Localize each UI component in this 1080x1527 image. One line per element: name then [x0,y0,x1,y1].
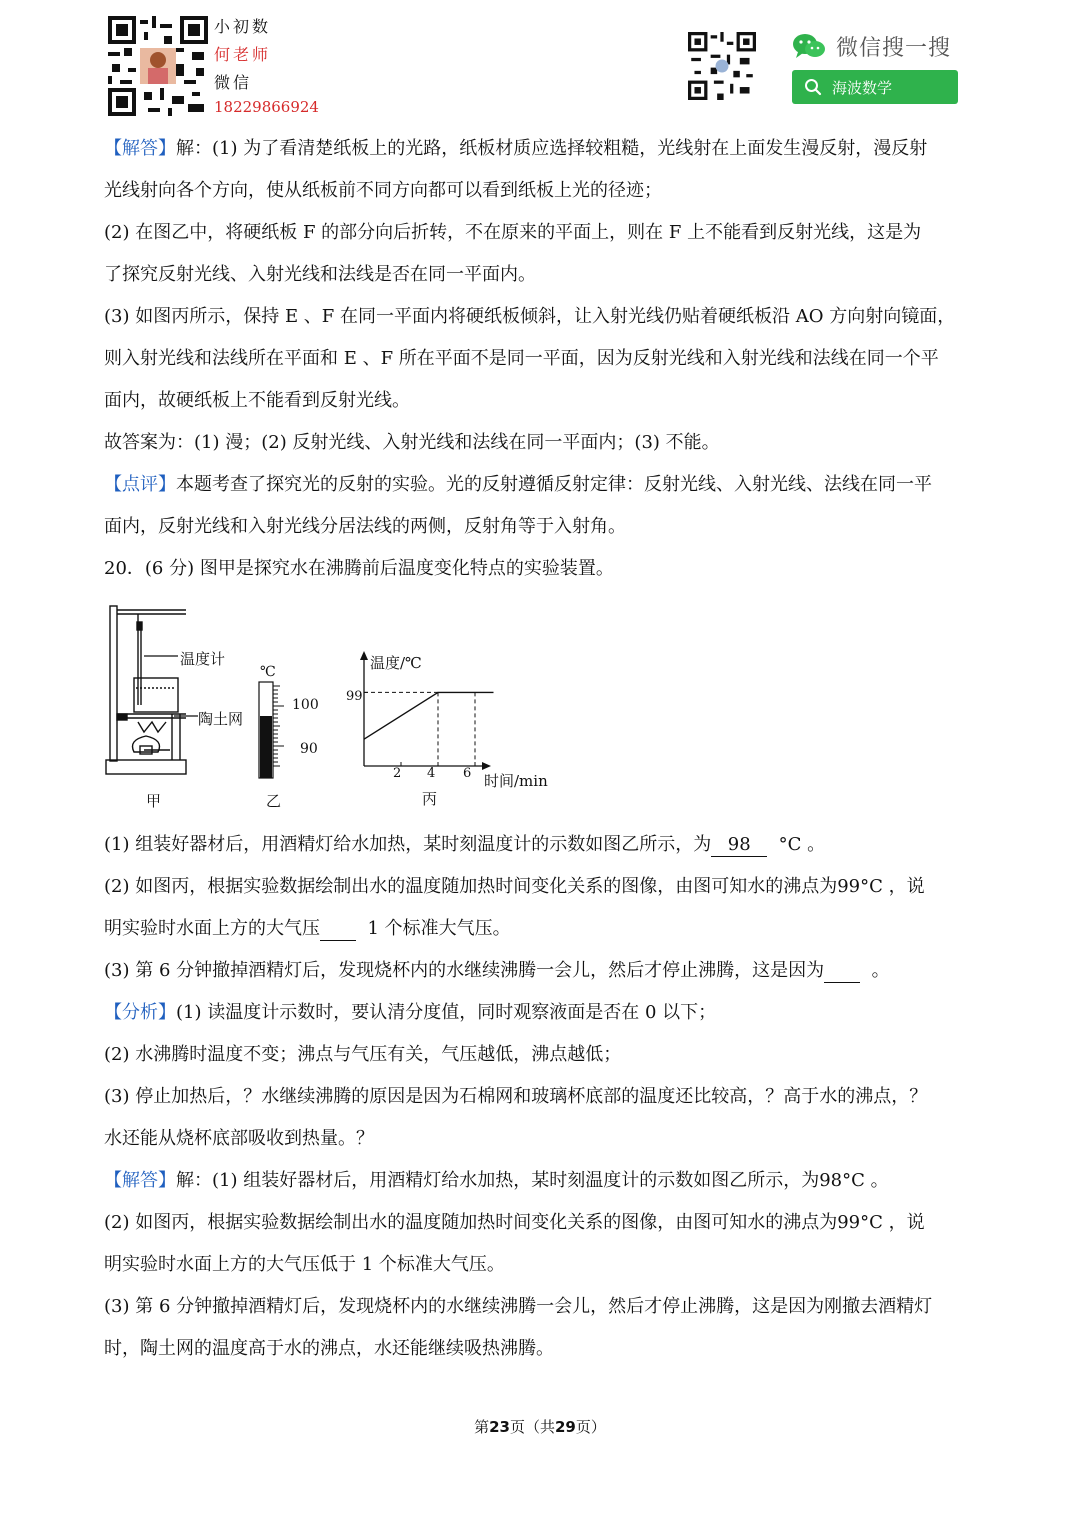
text-line [104,1286,980,1328]
qr-code-right [688,32,756,100]
question-20-part-1: (1) 组装好器材后，用酒精灯给水加热，某时刻温度计的示数如图乙所示，为 98 °C 。 [104,834,826,855]
yi-tick-90: 90 [300,741,318,757]
question-20-title [104,548,980,590]
qr-note-phone: 18229866924 [214,98,319,116]
section-tag: 【解答】 [104,1170,176,1191]
wechat-search-brand [792,28,951,64]
text-line [104,1034,980,1076]
text-line [104,338,980,380]
section-tag: 【解答】 [104,138,176,159]
text-line [104,1118,980,1160]
yi-tick-100: 100 [292,697,319,713]
section-tag: 【点评】 [104,474,176,495]
text-line [104,380,980,422]
text-line [104,422,980,464]
line-text: (1) 读温度计示数时，要认清分度值，同时观察液面是否在 0 以下； [176,1002,717,1023]
text-line [104,992,980,1034]
line-text: (2) 水沸腾时温度不变；沸点与气压有关，气压越低，沸点越低； [104,1044,622,1065]
text-line [104,1328,980,1370]
text-line [104,212,980,254]
gauze-label: 陶土网 [198,710,244,728]
text-line [104,254,980,296]
answer-blank-2 [320,918,356,941]
text-line [104,1202,980,1244]
text-line [104,170,980,212]
y-axis-arrow [360,651,368,660]
text-line [104,506,980,548]
line-text: 故答案为：(1) 漫；(2) 反射光线、入射光线和法线在同一平面内；(3) 不能。 [104,432,720,453]
temperature-series-line [364,692,494,739]
wechat-icon [792,32,826,60]
line-text: 水还能从烧杯底部吸收到热量。？ [104,1128,374,1149]
wechat-search-label: 海波数学 [832,78,893,97]
graph-ylabel: 温度/℃ [370,654,422,672]
figure-yi-thermometer [250,664,330,784]
line-text: 时，陶土网的温度高于水的沸点，水还能继续吸热沸腾。 [104,1338,554,1359]
line-text: 面内，反射光线和入射光线分居法线的两侧，反射角等于入射角。 [104,516,626,537]
text-line [104,464,980,506]
line-text: 解：(1) 组装好器材后，用酒精灯给水加热，某时刻温度计的示数如图乙所示，为98°C 。 [176,1170,889,1191]
figure-jia-apparatus [100,600,260,790]
question-20-body [104,824,980,1370]
yi-unit: ℃ [260,664,276,680]
qr-note-line-2: 何老师 [214,45,272,64]
page-footer: 第23页（共29页） [474,1418,606,1436]
wechat-search-button[interactable] [792,70,958,104]
page-total: 29 [555,1418,576,1436]
graph-x-tick-2: 2 [393,766,402,781]
line-text: (3) 如图丙所示，保持 E 、F 在同一平面内将硬纸板倾斜，让入射光线仍贴着硬纸板沿 AO 方向射向镜面， [104,306,956,327]
text-line [104,1160,980,1202]
line-text: 本题考查了探究光的反射的实验。光的反射遵循反射定律：反射光线、入射光线、法线在同一平 [176,474,932,495]
search-icon [804,78,822,96]
wechat-search-title: 微信搜一搜 [836,35,952,61]
x-axis-arrow [482,762,491,770]
line-text: 光线射向各个方向，使从纸板前不同方向都可以看到纸板上光的径迹； [104,180,662,201]
graph-x-tick-6: 6 [463,766,472,781]
answer-blank-3 [824,960,860,983]
question-20-part-2: (2) 如图丙，根据实验数据绘制出水的温度随加热时间变化关系的图像，由图可知水的沸点为99°C ，说 [104,876,925,897]
qr-note-line-1: 小初数 [214,17,272,36]
line-text: (3) 第 6 分钟撤掉酒精灯后，发现烧杯内的水继续沸腾一会儿，然后才停止沸腾，这是因为刚撤去酒精灯 [104,1296,933,1317]
figure-yi-caption: 乙 [266,792,282,810]
question-20-part-3: (3) 第 6 分钟撤掉酒精灯后，发现烧杯内的水继续沸腾一会儿，然后才停止沸腾，这是因为 。 [104,960,890,981]
answer-block-19 [104,128,980,590]
text-line [104,128,980,170]
line-text: 了探究反射光线、入射光线和法线是否在同一平面内。 [104,264,536,285]
line-text: (2) 在图乙中，将硬纸板 F 的部分向后折转，不在原来的平面上，则在 F 上不能看到反射光线，这是为 [104,222,922,243]
graph-y-tick-99: 99 [346,689,363,704]
line-text: 20．(6 分) 图甲是探究水在沸腾前后温度变化特点的实验装置。 [104,558,614,579]
text-line [104,1076,980,1118]
line-text: 则入射光线和法线所在平面和 E 、F 所在平面不是同一平面，因为反射光线和入射光线和法线在同一个平 [104,348,939,369]
answer-blank-1: 98 [711,834,767,857]
qr-code-left [108,16,208,116]
line-text: (3) 停止加热后，？水继续沸腾的原因是因为石棉网和玻璃杯底部的温度还比较高，？高于水的沸点，？ [104,1086,928,1107]
section-tag: 【分析】 [104,1002,176,1023]
figure-jia-caption: 甲 [146,792,162,810]
thermometer-label: 温度计 [180,650,226,668]
line-text: 明实验时水面上方的大气压低于 1 个标准大气压。 [104,1254,505,1275]
line-text: 面内，故硬纸板上不能看到反射光线。 [104,390,410,411]
graph-x-tick-4: 4 [427,766,436,781]
graph-xlabel: 时间/min [484,772,548,790]
question-20-part-2-cont: 明实验时水面上方的大气压 1 个标准大气压。 [104,918,511,939]
figure-bing-caption: 丙 [422,790,438,808]
text-line [104,296,980,338]
qr-note-line-3: 微信 [214,73,253,92]
page-number: 23 [489,1418,510,1436]
line-text: 解：(1) 为了看清楚纸板上的光路，纸板材质应选择较粗糙，光线射在上面发生漫反射，漫反射 [176,138,928,159]
text-line [104,1244,980,1286]
line-text: (2) 如图丙，根据实验数据绘制出水的温度随加热时间变化关系的图像，由图可知水的沸点为99°C ，说 [104,1212,925,1233]
